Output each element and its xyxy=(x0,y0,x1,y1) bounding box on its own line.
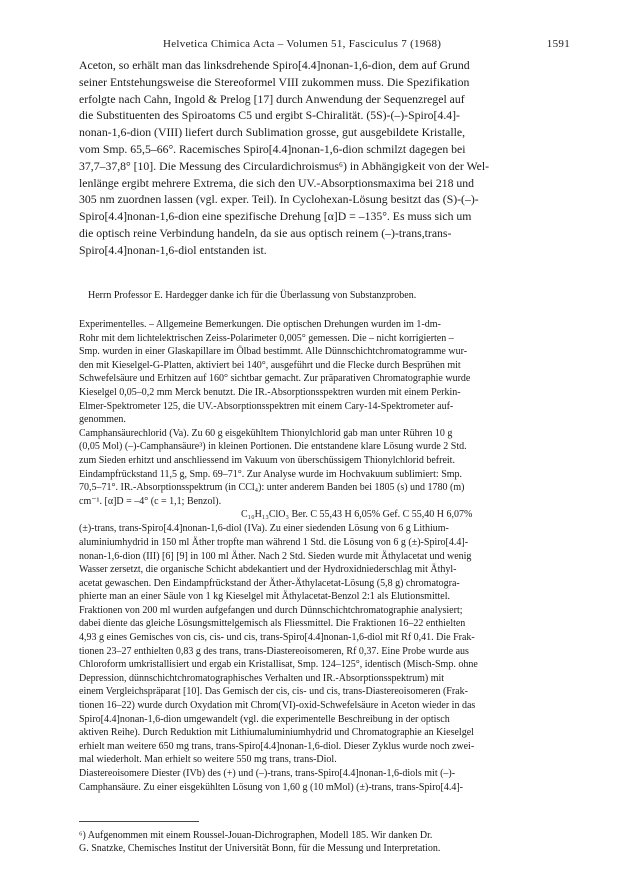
experimental-line: Experimentelles. – Allgemeine Bemerkungen. Die optischen Drehungen wurden im 1-dm- xyxy=(79,319,441,330)
experimental-line: Camphansäure. Zu einer eisgekühlten Lösung von 1,60 g (10 mMol) (±)-trans, trans-Spiro[4.4]- xyxy=(79,781,464,793)
experimental-line: Wasser zersetzt, die organische Schicht abdekantiert und der Hydroxidniederschlag mit Äthyl- xyxy=(79,564,457,576)
experimental-line: zum Sieden erhitzt und anschliessend im Vakuum von überschüssigem Thionylchlorid befreit. xyxy=(79,454,455,466)
footnote-line: G. Snatzke, Chemisches Institut der Universität Bonn, für die Messung und Interpretation. xyxy=(79,843,441,854)
main-text-line: nonan-1,6-dion (VIII) liefert durch Sublimation grosse, gut ausgebildete Kristalle, xyxy=(79,126,466,140)
experimental-line: mal wiederholt. Man erhielt so weitere 550 mg trans, trans-Diol. xyxy=(79,754,337,766)
experimental-line: Rohr mit dem lichtelektrischen Zeiss-Polarimeter 0,005° gemessen. Die – nicht korrigierten – xyxy=(79,332,454,344)
experimental-line: Schwefelsäure und Erhitzen auf 160° sichtbar gemacht. Zur präparativen Chromatographie wurde xyxy=(79,373,471,385)
experimental-line: tionen 16–22) wurde durch Oxydation mit Chrom(VI)-oxid-Schwefelsäure in Aceton wieder in das xyxy=(79,700,476,712)
experimental-line: einem Vergleichspräparat [10]. Das Gemisch der cis, cis- und cis, trans-Diastereoisomeren (Frak- xyxy=(79,686,468,698)
experimental-line: Camphansäurechlorid (Va). Zu 60 g eisgekühltem Thionylchlorid gab man unter Rühren 10 g xyxy=(79,427,453,439)
footnote xyxy=(79,829,570,855)
experimental-line: Smp. wurden in einer Glaskapillare im Ölbad bestimmt. Alle Dünnschichtchromatogramme wur- xyxy=(79,346,468,358)
experimental-line: Eindampfrückstand 11,5 g, Smp. 69–71°. Zur Analyse wurde im Hochvakuum sublimiert: Smp. xyxy=(79,468,463,480)
main-text-line: 37,7–37,8° [10]. Die Messung des Circulardichroismus⁶) in Abhängigkeit von der Wel- xyxy=(79,159,490,173)
main-text-line: lenlänge ergibt mehrere Extrema, die sich den UV.-Absorptionsmaxima bei 218 und xyxy=(79,176,475,190)
experimental-line: Elmer-Spektrometer 125, die UV.-Absorptionsspektren mit einem Cary-14-Spektrometer auf- xyxy=(79,400,454,412)
main-text-line: Aceton, so erhält man das linksdrehende Spiro[4.4]nonan-1,6-dion, dem auf Grund xyxy=(79,59,470,72)
main-text-line: erfolgte nach Cahn, Ingold & Prelog [17] durch Anwendung der Sequenzregel auf xyxy=(79,92,465,106)
main-text-line: Spiro[4.4]nonan-1,6-dion eine spezifische Drehung [α]D = –135°. Es muss sich um xyxy=(79,210,472,224)
experimental-line: genommen. xyxy=(79,414,126,426)
main-text-line: seiner Entstehungsweise die Stereoformel VIII zukommen muss. Die Spezifikation xyxy=(79,75,470,89)
experimental-line: Diastereoisomere Diester (IVb) des (+) und (–)-trans, trans-Spiro[4.4]nonan-1,6-diols mit (–)- xyxy=(79,768,456,779)
experimental-line: Spiro[4.4]nonan-1,6-dion umgewandelt (vgl. die experimentelle Beschreibung in der optisch xyxy=(79,713,450,725)
experimental-line: 4,93 g eines Gemisches von cis, cis- und cis, trans-Spiro[4.4]nonan-1,6-diol mit Rf 0,41. Die Frak- xyxy=(79,632,475,644)
experimental-line: (±)-trans, trans-Spiro[4.4]nonan-1,6-diol (IVa). Zu einer siedenden Lösung von 6 g Lithium- xyxy=(79,523,449,535)
footnote-line: ⁶) Aufgenommen mit einem Roussel-Jouan-Dichrographen, Modell 185. Wir danken Dr. xyxy=(79,830,433,841)
main-text-line: vom Smp. 65,5–66°. Racemisches Spiro[4.4]nonan-1,6-dion schmilzt dagegen bei xyxy=(79,142,466,156)
experimental-line: Chloroform umkristallisiert und ergab ein Kristallisat, Smp. 124–125°, identisch (Misch-Smp. ohne xyxy=(79,659,478,671)
footnote-rule xyxy=(79,821,199,822)
experimental-line: dabei diente das gleiche Lösungsmittelgemisch als Fliessmittel. Die Fraktionen 16–22 enthielten xyxy=(79,618,466,630)
experimental-line: Kieselgel 0,05–0,2 mm Merck benutzt. Die IR.-Absorptionsspektren wurden mit einem Perkin- xyxy=(79,386,461,398)
experimental-line: aluminiumhydrid in 150 ml Äther tropfte man während 1 Std. die Lösung von 6 g (±)-Spiro[4.4]- xyxy=(79,536,469,548)
main-text-line: 305 nm zuordnen lassen (vgl. exper. Teil). In Cyclohexan-Lösung besitzt das (S)-(–)- xyxy=(79,193,479,207)
experimental-line: nonan-1,6-dion (III) [6] [9] in 100 ml Äther. Nach 2 Std. Sieden wurde mit Äthylacetat und wenig xyxy=(79,550,472,562)
page-number: 1591 xyxy=(546,38,570,50)
running-head: Helvetica Chimica Acta – Volumen 51, Fasciculus 7 (1968) xyxy=(163,38,442,50)
main-text xyxy=(79,58,570,260)
experimental-line: aktiven Reihe). Durch Reduktion mit Lithiumaluminiumhydrid und Chromatographie an Kieselgel xyxy=(79,727,474,739)
experimental-line: (0,05 Mol) (–)-Camphansäure³) in kleinen Portionen. Die entstandene klare Lösung wurde 2 Std. xyxy=(79,441,467,453)
experimental-line: cm⁻¹. [α]D = –4° (c = 1,1; Benzol). xyxy=(79,495,222,507)
experimental-line: acetat gewaschen. Den Eindampfrückstand der Äther-Äthylacetat-Lösung (5,8 g) chromatogra- xyxy=(79,577,460,589)
main-text-line: die Substituenten des Spiroatoms C5 und ergibt S-Chiralität. (5S)-(–)-Spiro[4.4]- xyxy=(79,109,460,123)
experimental-line: erhielt man weitere 650 mg trans, trans-Spiro[4.4]nonan-1,6-diol. Dieser Zyklus wurde noch zwei- xyxy=(79,740,475,752)
experimental-line: Fraktionen von 200 ml wurden aufgefangen und durch Dünnschichtchromatographie analysiert; xyxy=(79,604,463,616)
experimental-line: phierte man an einer Säule von 1 kg Kieselgel mit Äthylacetat-Benzol 2:1 als Elutionsmittel. xyxy=(79,591,451,603)
experimental-line: Depression, dünnschichtchromatographisches Verhalten und IR.-Absorptionsspektrum) mit xyxy=(79,672,445,684)
experimental-section xyxy=(79,318,570,794)
main-text-line: Spiro[4.4]nonan-1,6-diol entstanden ist. xyxy=(79,243,267,257)
running-header xyxy=(79,38,570,52)
analysis-formula: C₁₀H₁₃ClO₃ Ber. C 55,43 H 6,05% Gef. C 55,40 H 6,07% xyxy=(241,509,473,521)
main-text-line: die optisch reine Verbindung handeln, da sie aus optisch reinem (–)-trans,trans- xyxy=(79,226,452,240)
experimental-line: den mit Kieselgel-G-Platten, aktiviert bei 140°, ausgeführt und die Flecke durch Besprühen mit xyxy=(79,359,461,371)
acknowledgement: Herrn Professor E. Hardegger danke ich für die Überlassung von Substanzproben. xyxy=(88,290,417,301)
experimental-line: tionen 23–27 enthielten 0,83 g des trans, trans-Diastereoisomeren, Rf 0,37. Eine Probe wurde aus xyxy=(79,645,469,657)
experimental-line: 70,5–71°. IR.-Absorptionsspektrum (in CCl₄): unter anderem Banden bei 1805 (s) und 1780 (m) xyxy=(79,482,465,494)
